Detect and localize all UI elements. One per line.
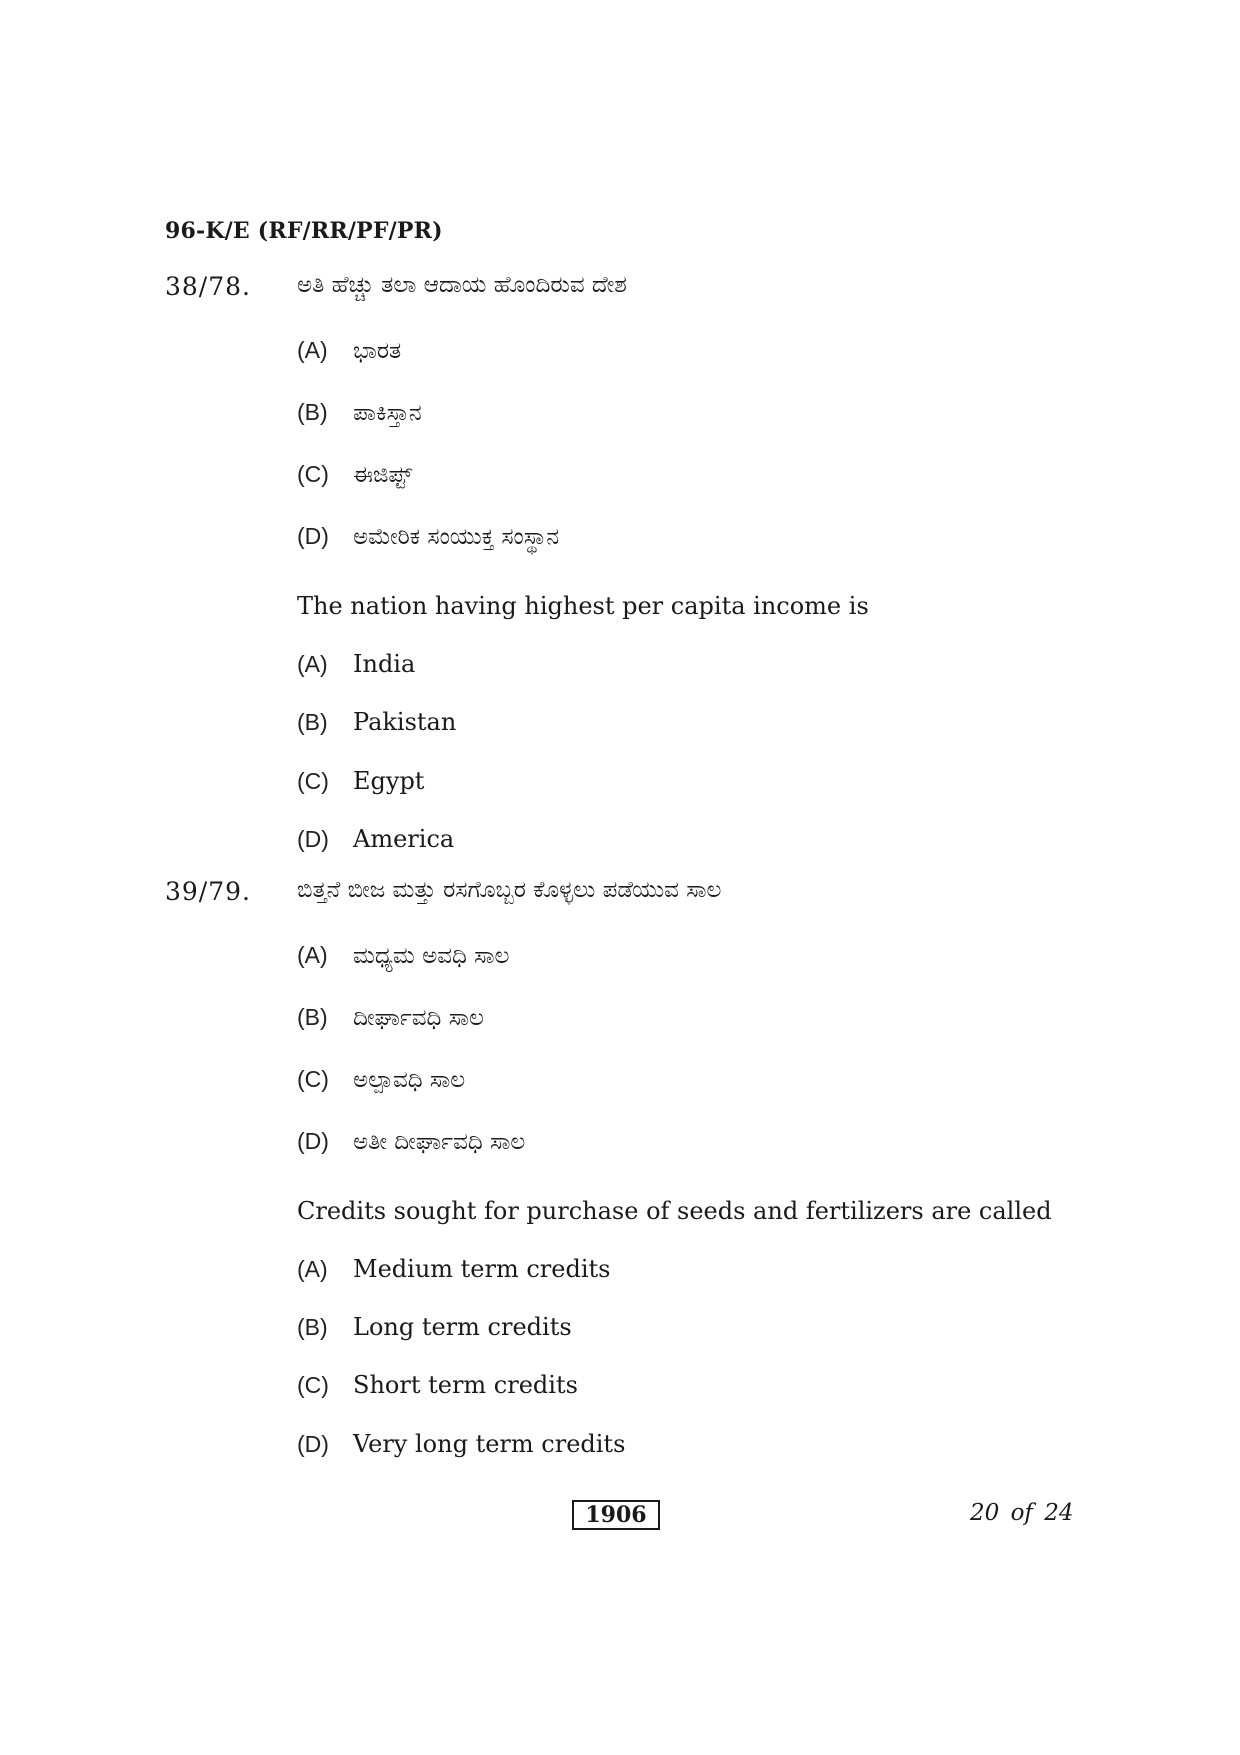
option-text: Very long term credits [353,1430,626,1458]
question-number: 39/79. [165,877,251,906]
option-letter: (C) [297,461,329,487]
option-english-b [297,708,456,736]
option-english-d [297,825,454,853]
option-kannada-b [297,1003,484,1031]
option-english-c [297,1371,578,1399]
option-letter: (C) [297,1066,329,1092]
option-text: America [353,825,455,853]
option-text: ದೀರ್ಘಾವಧಿ ಸಾಲ [353,1005,484,1031]
question-text-kannada: ಅತಿ ಹೆಚ್ಚು ತಲಾ ಆದಾಯ ಹೊಂದಿರುವ ದೇಶ [297,272,627,298]
option-letter: (A) [297,337,328,363]
option-letter: (A) [297,942,328,968]
option-text: ಅಮೇರಿಕ ಸಂಯುಕ್ತ ಸಂಸ್ಥಾನ [353,524,560,550]
option-text: ಈಜಿಪ್ಟ್ [353,462,413,488]
option-english-a [297,650,415,678]
option-letter: (D) [297,523,329,549]
option-kannada-a [297,941,509,969]
option-text: Egypt [353,767,425,795]
option-letter: (B) [297,709,328,735]
option-kannada-d [297,522,559,550]
question-text-kannada: ಬಿತ್ತನೆ ಬೀಜ ಮತ್ತು ರಸಗೊಬ್ಬರ ಕೊಳ್ಳಲು ಪಡೆಯುವ ಸಾಲ [297,877,722,903]
option-kannada-c [297,1065,465,1093]
option-letter: (C) [297,768,329,794]
question-text-english: The nation having highest per capita income is [297,592,869,620]
option-text: ಅಲ್ಪಾವಧಿ ಸಾಲ [353,1067,466,1093]
option-english-c [297,767,424,795]
option-text: India [353,650,416,678]
option-text: ಪಾಕಿಸ್ತಾನ [353,400,422,426]
option-letter: (D) [297,1431,329,1457]
option-kannada-d [297,1127,525,1155]
option-text: ಅತೀ ದೀರ್ಘಾವಧಿ ಸಾಲ [353,1129,526,1155]
option-kannada-c [297,460,412,488]
option-letter: (B) [297,399,328,425]
option-text: Medium term credits [353,1255,611,1283]
option-letter: (B) [297,1314,328,1340]
option-text: Pakistan [353,708,457,736]
option-text: Short term credits [353,1371,578,1399]
page-number: 20 of 24 [970,1500,1074,1526]
option-letter: (B) [297,1004,328,1030]
option-english-a [297,1255,610,1283]
option-kannada-a [297,336,401,364]
option-letter: (A) [297,1256,328,1282]
option-text: ಮಧ್ಯಮ ಅವಧಿ ಸಾಲ [353,943,510,969]
question-text-english: Credits sought for purchase of seeds and fertilizers are called [297,1197,1052,1225]
option-text: ಭಾರತ [353,338,402,364]
option-letter: (C) [297,1372,329,1398]
option-english-d [297,1430,625,1458]
question-number: 38/78. [165,272,251,301]
option-letter: (A) [297,651,328,677]
option-letter: (D) [297,1128,329,1154]
paper-code-header: 96-K/E (RF/RR/PF/PR) [165,218,443,244]
option-letter: (D) [297,826,329,852]
option-text: Long term credits [353,1313,572,1341]
footer-paper-code-box: 1906 [572,1500,660,1530]
option-english-b [297,1313,572,1341]
option-kannada-b [297,398,422,426]
